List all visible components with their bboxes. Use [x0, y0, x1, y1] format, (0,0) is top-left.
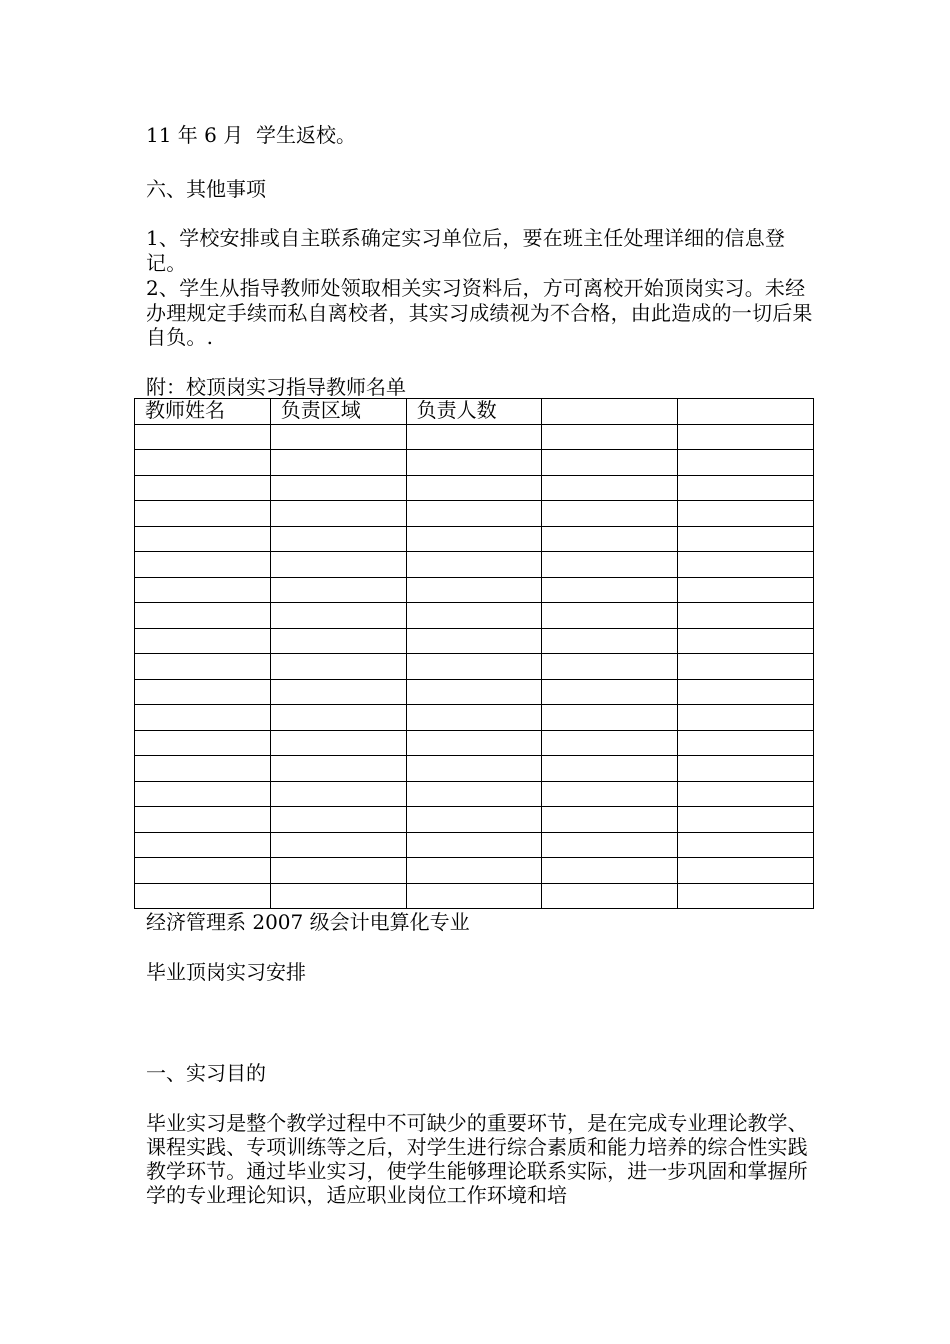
table-cell: [406, 679, 542, 705]
table-cell: [678, 501, 814, 527]
table-cell: [542, 781, 678, 807]
section-one-title: 一、实习目的: [146, 1061, 266, 1085]
table-cell: [270, 705, 406, 731]
table-cell: [542, 883, 678, 909]
table-cell: [135, 883, 271, 909]
table-cell: [406, 781, 542, 807]
table-cell: [270, 730, 406, 756]
table-cell: [270, 807, 406, 833]
table-cell: [270, 832, 406, 858]
table-row: [135, 781, 814, 807]
table-row: [135, 730, 814, 756]
table-cell: [678, 756, 814, 782]
table-cell: [678, 730, 814, 756]
table-cell: [270, 628, 406, 654]
table-cell: [678, 526, 814, 552]
table-cell: [678, 679, 814, 705]
table-cell: [406, 807, 542, 833]
table-cell: [542, 424, 678, 450]
table-cell: [406, 883, 542, 909]
table-row: [135, 883, 814, 909]
table-cell: [678, 424, 814, 450]
table-cell: [135, 552, 271, 578]
table-cell: [406, 552, 542, 578]
header-blank-4: [542, 399, 678, 425]
table-cell: [542, 603, 678, 629]
table-row: [135, 679, 814, 705]
table-cell: [135, 577, 271, 603]
table-row: [135, 858, 814, 884]
table-cell: [678, 654, 814, 680]
table-row: [135, 628, 814, 654]
header-area: 负责区域: [270, 399, 406, 425]
department-line: 经济管理系 2007 级会计电算化专业: [146, 910, 470, 934]
table-cell: [542, 526, 678, 552]
table-cell: [678, 450, 814, 476]
table-cell: [135, 654, 271, 680]
table-cell: [542, 756, 678, 782]
teacher-list-table: [134, 398, 814, 909]
table-cell: [135, 450, 271, 476]
table-row: [135, 603, 814, 629]
table-cell: [270, 577, 406, 603]
appendix-caption: 附：校顶岗实习指导教师名单: [146, 375, 406, 399]
table-cell: [135, 705, 271, 731]
table-cell: [270, 781, 406, 807]
table-row: [135, 577, 814, 603]
table-cell: [542, 730, 678, 756]
table-cell: [542, 679, 678, 705]
table-row: [135, 552, 814, 578]
table-cell: [542, 628, 678, 654]
table-cell: [270, 552, 406, 578]
table-cell: [270, 603, 406, 629]
table-row: [135, 526, 814, 552]
table-cell: [406, 603, 542, 629]
header-blank-5: [678, 399, 814, 425]
table-cell: [270, 756, 406, 782]
table-cell: [542, 552, 678, 578]
header-count: 负责人数: [406, 399, 542, 425]
table-cell: [542, 450, 678, 476]
table-cell: [270, 526, 406, 552]
table-cell: [406, 628, 542, 654]
table-cell: [135, 781, 271, 807]
section-six-title: 六、其他事项: [146, 177, 266, 201]
table-cell: [678, 475, 814, 501]
table-cell: [406, 424, 542, 450]
table-cell: [678, 781, 814, 807]
table-row: [135, 832, 814, 858]
table-cell: [270, 679, 406, 705]
table-cell: [135, 730, 271, 756]
item-two-paragraph: 2、学生从指导教师处领取相关实习资料后，方可离校开始顶岗实习。未经办理规定手续而私自离校者，其实习成绩视为不合格，由此造成的一切后果自负。.: [146, 276, 813, 349]
header-teacher-name: 教师姓名: [135, 399, 271, 425]
table-cell: [542, 832, 678, 858]
table-cell: [270, 654, 406, 680]
table-row: [135, 654, 814, 680]
table-row: [135, 756, 814, 782]
table-cell: [135, 628, 271, 654]
table-cell: [135, 475, 271, 501]
table-cell: [270, 450, 406, 476]
table-cell: [406, 654, 542, 680]
table-cell: [542, 654, 678, 680]
table-cell: [678, 883, 814, 909]
table-cell: [542, 475, 678, 501]
table-cell: [270, 858, 406, 884]
table-cell: [270, 883, 406, 909]
table-cell: [406, 501, 542, 527]
table-row: [135, 450, 814, 476]
table-cell: [406, 450, 542, 476]
table-cell: [406, 832, 542, 858]
purpose-paragraph: 毕业实习是整个教学过程中不可缺少的重要环节，是在完成专业理论教学、课程实践、专项训练等之后，对学生进行综合素质和能力培养的综合性实践教学环节。通过毕业实习，使学生能够理论联系实际，进一步巩固和掌握所学的专业理论知识，适应职业岗位工作环境和培: [146, 1111, 808, 1207]
table-cell: [678, 577, 814, 603]
table-cell: [542, 858, 678, 884]
table-cell: [135, 756, 271, 782]
table-cell: [406, 756, 542, 782]
table-cell: [135, 526, 271, 552]
table-row: [135, 807, 814, 833]
table-cell: [542, 705, 678, 731]
table-cell: [270, 475, 406, 501]
document-title: 毕业顶岗实习安排: [146, 960, 306, 984]
return-date-line: 11 年 6 月 学生返校。: [146, 123, 356, 147]
table-cell: [678, 705, 814, 731]
table-row: [135, 475, 814, 501]
table-cell: [135, 858, 271, 884]
table-cell: [542, 577, 678, 603]
table-cell: [135, 832, 271, 858]
table-cell: [406, 730, 542, 756]
item-one-paragraph: 1、学校安排或自主联系确定实习单位后，要在班主任处理详细的信息登记。: [146, 226, 786, 275]
table-cell: [542, 501, 678, 527]
table-cell: [406, 858, 542, 884]
table-cell: [406, 475, 542, 501]
table-cell: [270, 424, 406, 450]
table-row: [135, 424, 814, 450]
table-cell: [135, 424, 271, 450]
table-cell: [678, 807, 814, 833]
table-cell: [406, 577, 542, 603]
table-cell: [678, 552, 814, 578]
table-cell: [678, 628, 814, 654]
table-cell: [678, 603, 814, 629]
table-cell: [678, 858, 814, 884]
table-cell: [406, 705, 542, 731]
table-row: [135, 705, 814, 731]
table-cell: [135, 679, 271, 705]
table-cell: [135, 807, 271, 833]
table-cell: [406, 526, 542, 552]
table-cell: [270, 501, 406, 527]
table-cell: [542, 807, 678, 833]
table-cell: [135, 501, 271, 527]
table-cell: [678, 832, 814, 858]
table-header-row: [135, 399, 814, 425]
table-cell: [135, 603, 271, 629]
table-row: [135, 501, 814, 527]
